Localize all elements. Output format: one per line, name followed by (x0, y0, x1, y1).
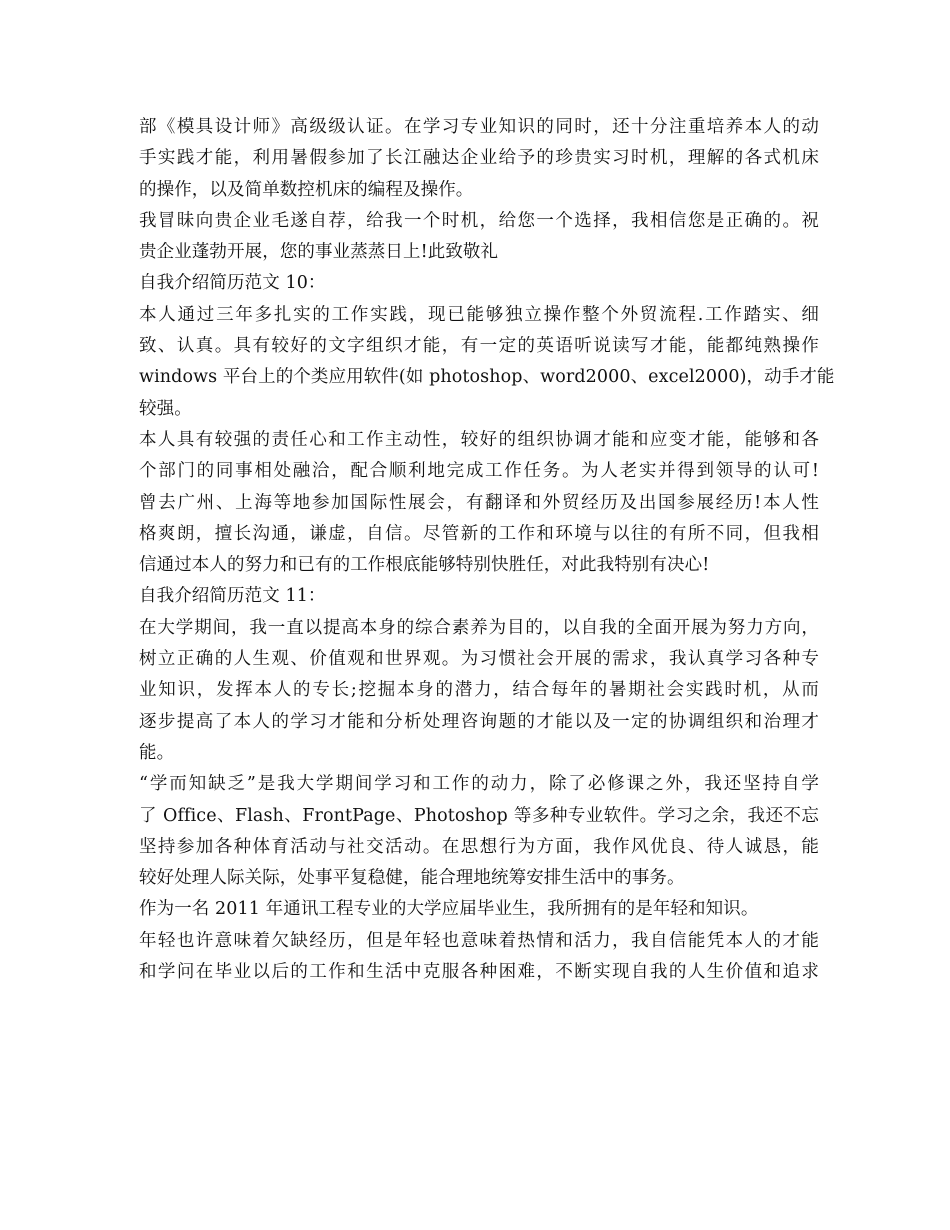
text-line: 部《模具设计师》高级级认证。在学习专业知识的同时，还十分注重培养本人的动 (139, 117, 819, 137)
text-line: 的操作，以及简单数控机床的编程及操作。 (139, 179, 474, 200)
text-line: 本人具有较强的责任心和工作主动性，较好的组织协调才能和应变才能，能够和各 (139, 429, 819, 450)
section-heading: 自我介绍简历范文 11： (139, 586, 326, 607)
text-line: 贵企业蓬勃开展，您的事业蒸蒸日上!此致敬礼 (139, 242, 499, 263)
document-body (139, 112, 835, 988)
text-line: 逐步提高了本人的学习才能和分析处理咨询题的才能以及一定的协调组织和治理才 (139, 711, 819, 732)
text-line: 本人通过三年多扎实的工作实践，现已能够独立操作整个外贸流程.工作踏实、细 (139, 304, 819, 325)
text-line: 作为一名 2011 年通讯工程专业的大学应届毕业生，我所拥有的是年轻和知识。 (139, 899, 759, 920)
text-line: 在大学期间，我一直以提高本身的综合素养为目的，以自我的全面开展为努力方向， (139, 617, 819, 638)
text-line: windows 平台上的个类应用软件(如 photoshop、word2000、excel2000)，动手才能 (139, 367, 835, 388)
text-line: 致、认真。具有较好的文字组织才能，有一定的英语听说读写才能，能都纯熟操作 (139, 336, 819, 357)
text-line: 曾去广州、上海等地参加国际性展会，有翻译和外贸经历及出国参展经历!本人性 (139, 492, 819, 513)
text-line: 较强。 (139, 398, 192, 419)
text-line: 了 Office、Flash、FrontPage、Photoshop 等多种专业软件。学习之余，我还不忘 (139, 805, 819, 826)
text-line: 业知识，发挥本人的专长;挖掘本身的潜力，结合每年的暑期社会实践时机，从而 (139, 680, 819, 701)
text-line: 手实践才能，利用暑假参加了长江融达企业给予的珍贵实习时机，理解的各式机床 (139, 148, 819, 169)
text-line: 较好处理人际关际，处事平复稳健，能合理地统筹安排生活中的事务。 (139, 868, 685, 889)
text-line: 格爽朗，擅长沟通，谦虚，自信。尽管新的工作和环境与以往的有所不同，但我相 (139, 523, 819, 544)
text-line: 能。 (139, 742, 175, 763)
text-line: 年轻也许意味着欠缺经历，但是年轻也意味着热情和活力，我自信能凭本人的才能 (139, 930, 819, 951)
section-heading: 自我介绍简历范文 10： (139, 273, 326, 294)
text-line: 个部门的同事相处融洽，配合顺利地完成工作任务。为人老实并得到领导的认可! (139, 461, 819, 482)
text-line: 坚持参加各种体育活动与社交活动。在思想行为方面，我作风优良、待人诚恳，能 (139, 836, 819, 857)
text-line: 树立正确的人生观、价值观和世界观。为习惯社会开展的需求，我认真学习各种专 (139, 649, 819, 670)
text-line: “学而知缺乏”是我大学期间学习和工作的动力，除了必修课之外，我还坚持自学 (139, 774, 819, 795)
text-line: 我冒昧向贵企业毛遂自荐，给我一个时机，给您一个选择，我相信您是正确的。祝 (139, 210, 819, 231)
text-line: 信通过本人的努力和已有的工作根底能够特别快胜任，对此我特别有决心! (139, 555, 710, 576)
text-line: 和学问在毕业以后的工作和生活中克服各种困难，不断实现自我的人生价值和追求 (139, 962, 819, 983)
